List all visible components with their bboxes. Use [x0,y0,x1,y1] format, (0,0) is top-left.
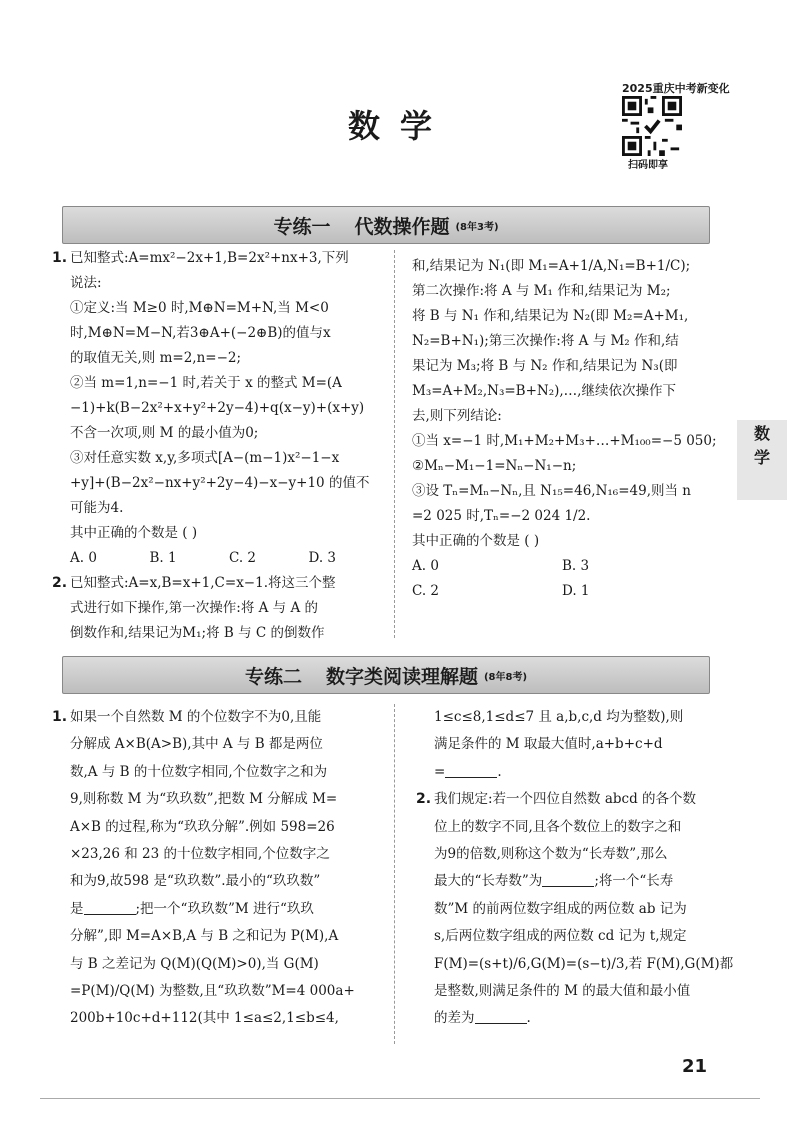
s2q2-line: 最大的“长寿数”为 [434,873,543,890]
s2q1-line: 200b+10c+d+112(其中 1≤a≤2,1≤b≤4, [70,1010,339,1027]
q1-line: 已知整式:A=mx²−2x+1,B=2x²+nx+3,下列 [70,250,349,266]
option-d[interactable]: D. 1 [562,583,590,599]
q1-line: 可能为4. [70,500,124,516]
q2-line: ②Mₙ−M₁−1=Nₙ−N₁−n; [412,458,577,474]
option-a[interactable]: A. 0 [70,550,97,566]
s2q2-line: 的差为 [434,1010,475,1027]
s2q2-line: 我们规定:若一个四位自然数 abcd 的各个数 [434,791,697,808]
footer-rule [40,1098,760,1099]
s2q1-line-tail: ;把一个“玖玖数”M 进行“玖玖 [135,900,314,917]
q1-line: ②当 m=1,n=−1 时,若关于 x 的整式 M=(A [70,375,342,391]
question-number: 1. [52,250,68,266]
q2-options-row-2 [412,579,732,604]
q2-line: 果记为 M₃;将 B 与 N₂ 作和,结果记为 N₃(即 [412,358,678,374]
s2q1-line: =P(M)/Q(M) 为整数,且“玖玖数”M=4 000a+ [70,983,355,1000]
page-title: 数学 [347,107,452,145]
q2-line: 已知整式:A=x,B=x+1,C=x−1.将这三个整 [70,575,336,591]
section-1-note: (8年3考) [455,221,499,233]
side-tab-char-1: 数 [753,424,770,443]
q1-line: 不含一次项,则 M 的最小值为0; [70,425,259,441]
page-number: 21 [682,1056,708,1077]
q2-line: 去,则下列结论: [412,408,502,424]
q2-line: N₂=B+N₁);第三次操作:将 A 与 M₂ 作和,结 [412,333,679,349]
answer-blank[interactable] [542,871,594,887]
option-d[interactable]: D. 3 [308,550,337,566]
s2q1-line: A×B 的过程,称为“玖玖分解”.例如 598=26 [70,818,335,835]
q2-line: 第二次操作:将 A 与 M₁ 作和,结果记为 M₂; [412,283,671,299]
s2q1-line: 与 B 之差记为 Q(M)(Q(M)>0),当 G(M) [70,955,319,972]
section-2-label: 专练二 [244,665,302,688]
q2-options-row-1 [412,554,732,579]
q1-options [70,546,388,571]
answer-blank[interactable] [475,1008,527,1024]
s2q1-line: 和为9,故598 是“玖玖数”.最小的“玖玖数” [70,873,321,890]
s2q1-line: 9,则称数 M 为“玖玖数”,把数 M 分解成 M= [70,791,338,808]
section2-right-column: 1≤c≤8,1≤d≤7 且 a,b,c,d 均为整数),则 满足条件的 M 取最大值时,a+b+c+d = . 2. 我们规定:若一个四位自然数 abcd 的各个数 位上的数字不同,且各个数位上的数字之和 为9的倍数,则称这个数为“长寿数”,那么 最大的“长寿数”为 ;将一个“长寿 数”M 的前两位数字组成的两位数 ab 记为 s,后两位数字组成的两位数 cd 记为 t,规定 F(M)=(s+t)/6,G(M)=(s−t)/3,若 F(M),G(M)都 是整数,则满足条件的 M 的最大值和最小值 的差为 . [416,704,736,1033]
qr-caption: 2025重庆中考新变化 [622,82,730,95]
section-2-note: (8年8考) [483,671,528,683]
s2q1-line: 分解成 A×B(A>B),其中 A 与 B 都是两位 [70,736,323,753]
s2q2-line: 位上的数字不同,且各个数位上的数字之和 [434,818,682,835]
column-divider-1 [394,250,395,638]
qr-footer-label: 扫码即享 [628,160,668,171]
s2q1-line: 分解”,即 M=A×B,A 与 B 之和记为 P(M),A [70,928,339,945]
option-c[interactable]: C. 2 [412,583,440,599]
q1-prompt: 其中正确的个数是 ( ) [70,525,198,541]
answer-blank[interactable] [84,899,136,915]
side-tab-char-2: 学 [753,448,770,467]
question-number: 2. [416,791,432,808]
section-1-label: 专练一 [273,215,331,238]
option-b[interactable]: B. 1 [149,550,177,566]
section-banner-2 [62,656,710,694]
s2q1-line: 数,A 与 B 的十位数字相同,个位数字之和为 [70,763,328,780]
section1-left-column [52,246,388,646]
section-1-name: 代数操作题 [354,215,450,238]
option-b[interactable]: B. 3 [562,558,590,574]
section-banner-1 [62,206,710,244]
q2-line: ①当 x=−1 时,M₁+M₂+M₃+…+M₁₀₀=−5 050; [412,433,717,449]
option-c[interactable]: C. 2 [229,550,257,566]
question-number: 2. [52,575,68,591]
q1-line: 说法: [70,275,102,291]
s2q2-line-tail: ;将一个“长寿 [594,873,674,890]
q2-prompt: 其中正确的个数是 ( ) [412,533,540,549]
s2q1-line: 是 [70,900,84,917]
section-2-name: 数字类阅读理解题 [325,665,478,688]
q1-line: ③对任意实数 x,y,多项式[A−(m−1)x²−1−x [70,450,340,466]
section1-right-column [412,254,732,604]
section2-left-column [52,704,388,1033]
q2-line: ③设 Tₙ=Mₙ−Nₙ,且 N₁₅=46,N₁₆=49,则当 n [412,483,691,499]
s2q1-line: = [434,763,446,780]
s2q2-line: s,后两位数字组成的两位数 cd 记为 t,规定 [434,928,687,945]
s2q1-line: ×23,26 和 23 的十位数字相同,个位数字之 [70,846,330,863]
q1-line: ①定义:当 M≥0 时,M⊕N=M+N,当 M<0 [70,300,329,316]
s2q1-line: 如果一个自然数 M 的个位数字不为0,且能 [70,709,322,725]
answer-blank[interactable] [445,762,497,778]
q1-line: +y]+(B−2x²−nx+y²+2y−4)−x−y+10 的值不 [70,475,370,491]
q2-line: =2 025 时,Tₙ=−2 024 1/2. [412,508,591,524]
q2-line: M₃=A+M₂,N₃=B+N₂),…,继续依次操作下 [412,383,676,399]
q1-line: −1)+k(B−2x²+x+y²+2y−4)+q(x−y)+(x+y) [70,400,365,416]
s2q2-line: 为9的倍数,则称这个数为“长寿数”,那么 [434,846,668,863]
q2-line: 倒数作和,结果记为M₁;将 B 与 C 的倒数作 [70,625,325,641]
q1-line: 的取值无关,则 m=2,n=−2; [70,350,242,366]
s2q2-line: 数”M 的前两位数字组成的两位数 ab 记为 [434,900,687,917]
question-number: 1. [52,709,68,725]
s2q1-line: 1≤c≤8,1≤d≤7 且 a,b,c,d 均为整数),则 [434,709,684,725]
q2-line: 将 B 与 N₁ 作和,结果记为 N₂(即 M₂=A+M₁, [412,308,689,324]
s2q2-line: F(M)=(s+t)/6,G(M)=(s−t)/3,若 F(M),G(M)都 [434,955,734,972]
column-divider-2 [394,704,395,1044]
q2-line: 和,结果记为 N₁(即 M₁=A+1/A,N₁=B+1/C); [412,258,691,274]
subject-side-tab [737,420,787,500]
option-a[interactable]: A. 0 [412,558,439,574]
s2q1-line: 满足条件的 M 取最大值时,a+b+c+d [434,736,663,753]
q1-line: 时,M⊕N=M−N,若3⊕A+(−2⊕B)的值与x [70,325,331,341]
s2q2-line: 是整数,则满足条件的 M 的最大值和最小值 [434,983,691,1000]
q2-line: 式进行如下操作,第一次操作:将 A 与 A 的 [70,600,319,616]
